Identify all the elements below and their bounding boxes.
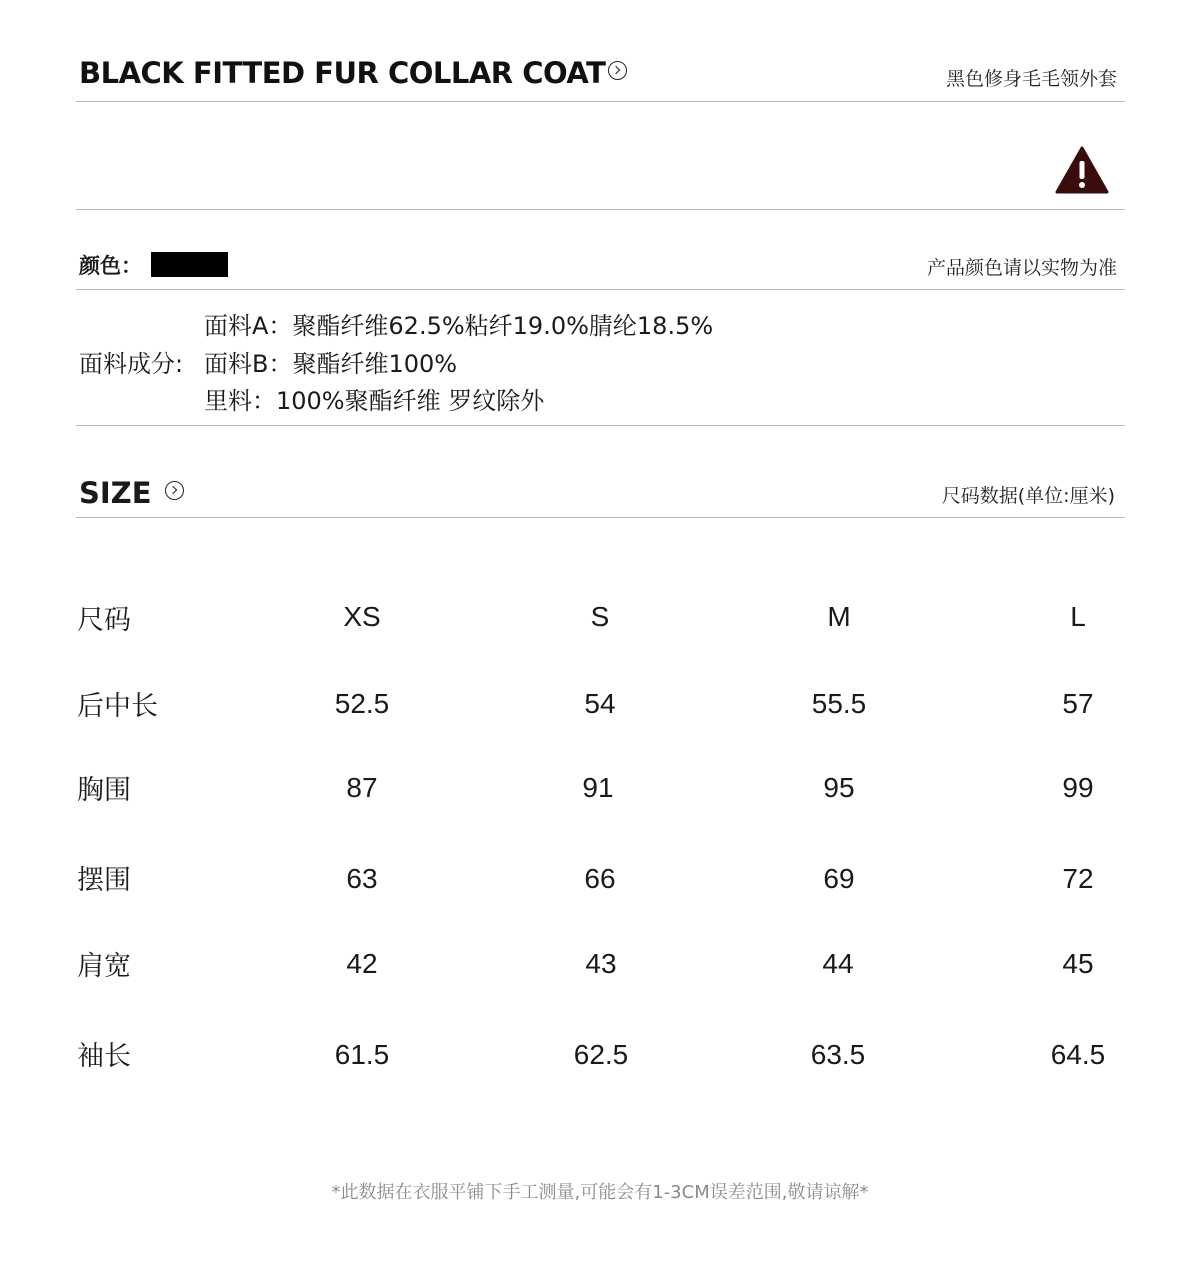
table-cell: 95 [823,772,855,803]
table-cell: 87 [346,772,378,803]
chevron-right-circle-icon [165,481,184,500]
size-column-xs: XS [343,601,381,632]
row-label-shoulder: 肩宽 [77,951,131,982]
color-swatch [151,252,228,277]
color-label: 颜色： [79,254,142,278]
product-title-text: BLACK FITTED FUR COLLAR COAT [79,56,606,90]
table-cell: 42 [346,948,378,979]
table-cell: 69 [823,863,855,894]
lining-line: 里料：100%聚酯纤维 罗纹除外 [204,387,545,415]
table-cell: 64.5 [1050,1039,1106,1070]
table-cell: 91 [582,772,614,803]
table-cell: 61.5 [334,1039,390,1070]
table-cell: 45 [1062,948,1094,979]
divider [76,425,1125,426]
divider [76,209,1125,210]
row-label-chest: 胸围 [77,775,131,806]
fabric-line-a: 面料A：聚酯纤维62.5%粘纤19.0%腈纶18.5% [204,312,714,340]
size-title [79,476,184,510]
product-title [79,56,627,90]
table-cell: 44 [822,948,854,979]
product-title-cn: 黑色修身毛毛领外套 [945,68,1117,90]
row-label-back-length: 后中长 [77,691,158,722]
table-cell: 63 [346,863,378,894]
row-label-sleeve: 袖长 [77,1041,131,1072]
table-cell: 57 [1062,688,1094,719]
divider [76,517,1125,518]
fabric-label: 面料成分: [79,350,184,378]
table-cell: 99 [1062,772,1094,803]
divider [76,289,1125,290]
size-column-s: S [590,601,610,632]
chevron-right-circle-icon [608,61,627,80]
table-cell: 72 [1062,863,1094,894]
size-column-m: M [827,601,851,632]
color-note: 产品颜色请以实物为准 [926,257,1117,279]
table-cell: 43 [585,948,617,979]
table-cell: 66 [584,863,616,894]
table-cell: 52.5 [334,688,390,719]
table-cell: 62.5 [573,1039,629,1070]
size-column-l: L [1070,601,1086,632]
size-unit-note: 尺码数据(单位:厘米) [941,485,1115,507]
warning-triangle-icon [1055,146,1109,194]
row-label-hem: 摆围 [77,865,131,896]
fabric-line-b: 面料B：聚酯纤维100% [204,350,458,378]
size-header-label: 尺码 [77,605,131,636]
table-cell: 54 [584,688,616,719]
table-cell: 55.5 [811,688,867,719]
table-cell: 63.5 [810,1039,866,1070]
measurement-footnote: *此数据在衣服平铺下手工测量,可能会有1-3CM误差范围,敬请谅解* [331,1182,869,1203]
size-title-text: SIZE [79,476,152,510]
divider [76,101,1125,102]
